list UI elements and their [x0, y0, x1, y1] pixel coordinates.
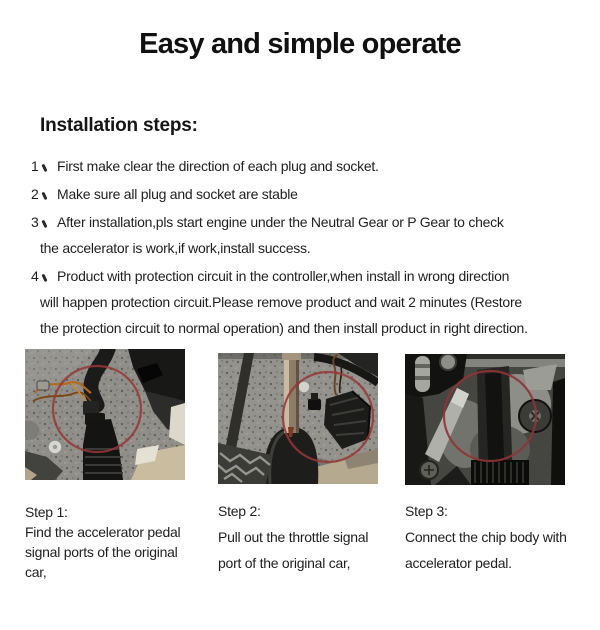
list-number: 4 [31, 267, 39, 284]
list-item [31, 263, 590, 341]
step1-caption [25, 502, 203, 582]
caption-line: accelerator pedal. [405, 554, 512, 571]
caption-line: car, [25, 563, 47, 580]
list-number: 2 [31, 185, 39, 202]
caption-line: signal ports of the original [25, 543, 178, 560]
list-item [31, 209, 590, 261]
step-label: Step 1: [25, 503, 68, 520]
step-text-line: Make sure all plug and socket are stable [57, 185, 298, 202]
step1-photo [25, 349, 203, 485]
silver-cylinder [415, 356, 430, 392]
step-text-line: the accelerator is work,if work,install success. [40, 239, 311, 256]
ideographic-comma-mark [41, 164, 47, 172]
chip-body-connection-image [405, 354, 565, 485]
caption-line: Connect the chip body with [405, 528, 567, 545]
step-label: Step 3: [405, 502, 448, 519]
signal-port-connector [83, 401, 99, 415]
caption-line: Pull out the throttle signal [218, 528, 369, 545]
step-label: Step 2: [218, 502, 261, 519]
installation-steps-list [31, 153, 590, 341]
list-item [31, 181, 590, 207]
step2-caption [218, 498, 390, 582]
list-number: 3 [31, 213, 39, 230]
step-text-line: After installation,pls start engine under the Neutral Gear or P Gear to check [57, 213, 504, 230]
accelerator-pedal-ports-image [25, 349, 185, 480]
list-number: 1 [31, 157, 39, 174]
photo-steps-section [0, 349, 600, 582]
step-text-line: the protection circuit to normal operation) and then install product in right direction. [40, 319, 528, 336]
step3-photo [405, 354, 580, 485]
page-title: Easy and simple operate [139, 28, 461, 60]
step2-photo [218, 353, 390, 485]
caption-line: Find the accelerator pedal [25, 523, 181, 540]
throttle-signal-port-image [218, 353, 378, 484]
step-text-line: First make clear the direction of each plug and socket. [57, 157, 379, 174]
step-text-line: Product with protection circuit in the controller,when install in wrong direction [57, 267, 510, 284]
ideographic-comma-mark [41, 220, 47, 228]
list-item [31, 153, 590, 179]
ideographic-comma-mark [41, 192, 47, 200]
ideographic-comma-mark [41, 274, 47, 282]
step-text-line: will happen protection circuit.Please remove product and wait 2 minutes (Restore [40, 293, 522, 310]
caption-line: port of the original car, [218, 554, 351, 571]
installation-steps-heading: Installation steps: [40, 115, 198, 136]
step3-caption [405, 498, 580, 582]
